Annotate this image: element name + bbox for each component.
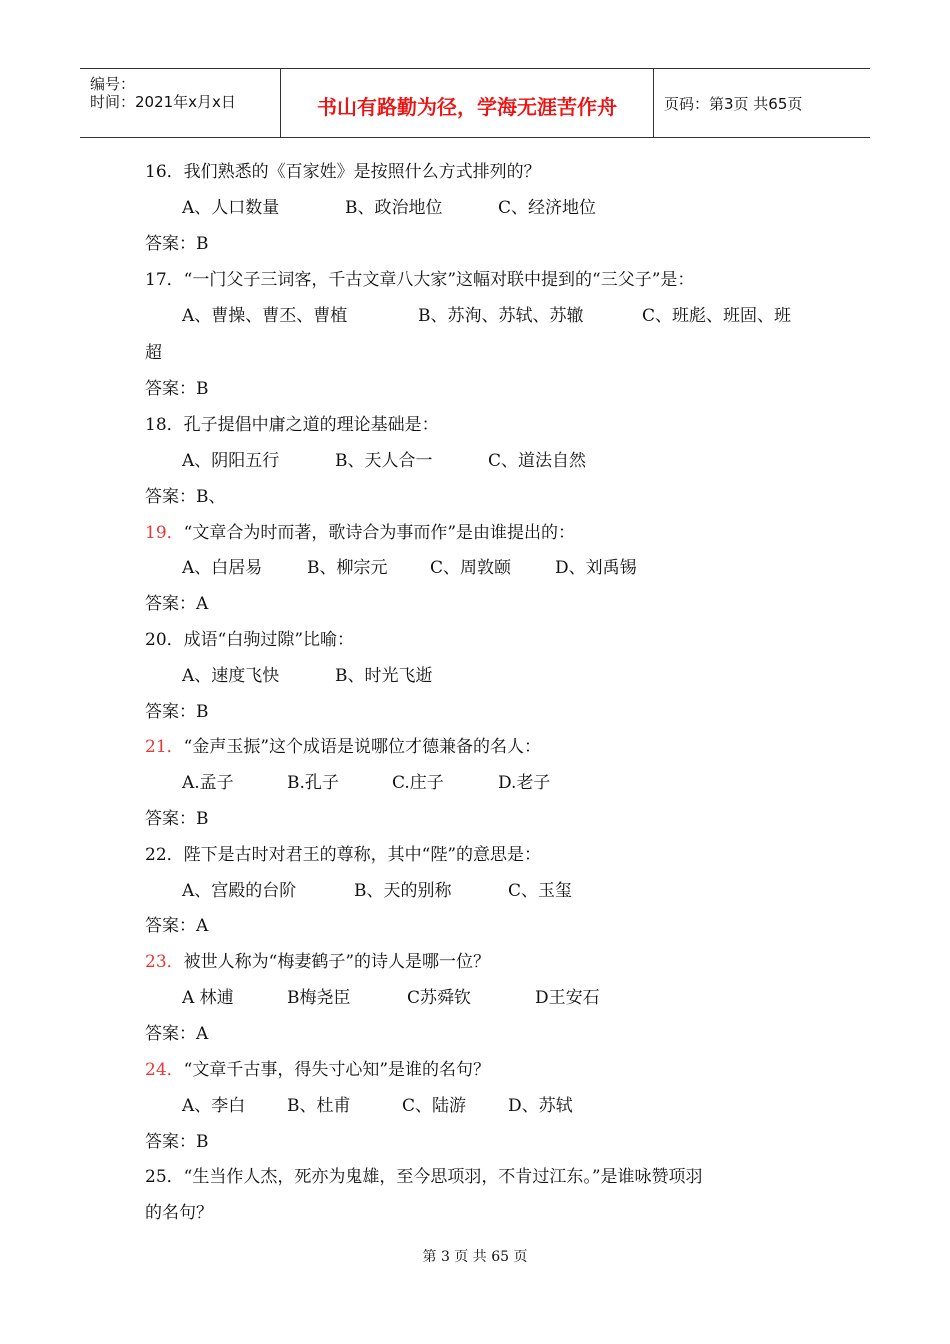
answer: 答案：B (145, 809, 209, 829)
question-text: 孔子提倡中庸之道的理论基础是： (183, 415, 439, 435)
question-25 (145, 1165, 703, 1189)
answer: 答案：B (145, 702, 209, 722)
question-text: “文章千古事，得失寸心知”是谁的名句？ (183, 1060, 491, 1080)
answer: 答案：B (145, 234, 209, 254)
question-text: “一门父子三词客，千古文章八大家”这幅对联中提到的“三父子”是： (183, 270, 695, 290)
option: C、经济地位 (498, 198, 597, 218)
question-number: 22． (145, 845, 184, 865)
question-number: 18． (145, 415, 184, 435)
option: C、陆游 (402, 1096, 467, 1116)
question-number: 20． (145, 630, 184, 650)
option: C苏舜钦 (407, 988, 472, 1008)
answer: 答案：A (145, 916, 209, 936)
question-text: 被世人称为“梅妻鹤子”的诗人是哪一位？ (183, 952, 491, 972)
answer: 答案：A (145, 594, 209, 614)
question-19 (145, 521, 575, 545)
question-16 (145, 160, 541, 184)
question-22 (145, 843, 541, 867)
header-left-cell (80, 69, 281, 137)
document-code-label: 编号： (90, 75, 136, 93)
question-number: 21． (145, 737, 184, 757)
option: B、政治地位 (345, 198, 443, 218)
option: D王安石 (535, 988, 600, 1008)
question-number: 17． (145, 270, 184, 290)
answer: 答案：B、 (145, 487, 226, 507)
option: A.孟子 (182, 773, 234, 793)
option: D.老子 (498, 773, 551, 793)
question-21 (145, 735, 541, 759)
option: C、班彪、班固、班 (642, 306, 792, 326)
option: B、柳宗元 (307, 558, 388, 578)
option: B、天的别称 (354, 881, 452, 901)
option: B、杜甫 (287, 1096, 351, 1116)
page-header (80, 68, 870, 138)
option: A、宫殿的台阶 (182, 881, 297, 901)
page-footer: 第 3 页 共 65 页 (422, 1249, 528, 1265)
question-text: “金声玉振”这个成语是说哪位才德兼备的名人： (183, 737, 542, 757)
question-17 (145, 268, 694, 292)
header-right-cell (654, 69, 870, 137)
question-number: 23． (145, 952, 184, 972)
question-text: 成语“白驹过隙”比喻： (183, 630, 355, 650)
question-text: 我们熟悉的《百家姓》是按照什么方式排列的？ (183, 162, 541, 182)
answer: 答案：B (145, 379, 209, 399)
option: B、天人合一 (335, 451, 433, 471)
option: A、白居易 (182, 558, 263, 578)
question-18 (145, 413, 439, 437)
option: D、刘禹锡 (555, 558, 637, 578)
question-number: 16． (145, 162, 184, 182)
header-middle-cell (281, 69, 654, 137)
option: B、时光飞逝 (335, 666, 433, 686)
option: C、玉玺 (508, 881, 573, 901)
question-number: 19． (145, 523, 184, 543)
question-text: “文章合为时而著，歌诗合为事而作”是由谁提出的： (183, 523, 576, 543)
option: C、道法自然 (488, 451, 587, 471)
answer: 答案：B (145, 1132, 209, 1152)
option: C、周敦颐 (430, 558, 512, 578)
option: B.孔子 (287, 773, 339, 793)
question-number: 24． (145, 1060, 184, 1080)
question-text: “生当作人杰，死亦为鬼雄，至今思项羽，不肯过江东。”是谁咏赞项羽 (183, 1167, 703, 1187)
question-text: 陛下是古时对君王的尊称，其中“陛”的意思是： (183, 845, 542, 865)
option: B梅尧臣 (287, 988, 351, 1008)
header-motto: 书山有路勤为径，学海无涯苦作舟 (317, 95, 617, 119)
option: A、曹操、曹丕、曹植 (182, 306, 348, 326)
question-24 (145, 1058, 490, 1082)
option: C.庄子 (392, 773, 444, 793)
document-time-label: 时间：2021年x月x日 (90, 93, 236, 111)
answer: 答案：A (145, 1024, 209, 1044)
option: D、苏轼 (508, 1096, 573, 1116)
option: B、苏洵、苏轼、苏辙 (418, 306, 584, 326)
option: A、阴阳五行 (182, 451, 280, 471)
header-page-label: 页码：第3页 共65页 (664, 95, 803, 113)
question-23 (145, 950, 490, 974)
option: A 林逋 (182, 988, 234, 1008)
question-number: 25． (145, 1167, 184, 1187)
option: A、速度飞快 (182, 666, 280, 686)
question-20 (145, 628, 354, 652)
question-continuation: 超 (145, 343, 162, 363)
option: A、人口数量 (182, 198, 280, 218)
question-continuation: 的名句？ (145, 1203, 213, 1223)
option: A、李白 (182, 1096, 246, 1116)
